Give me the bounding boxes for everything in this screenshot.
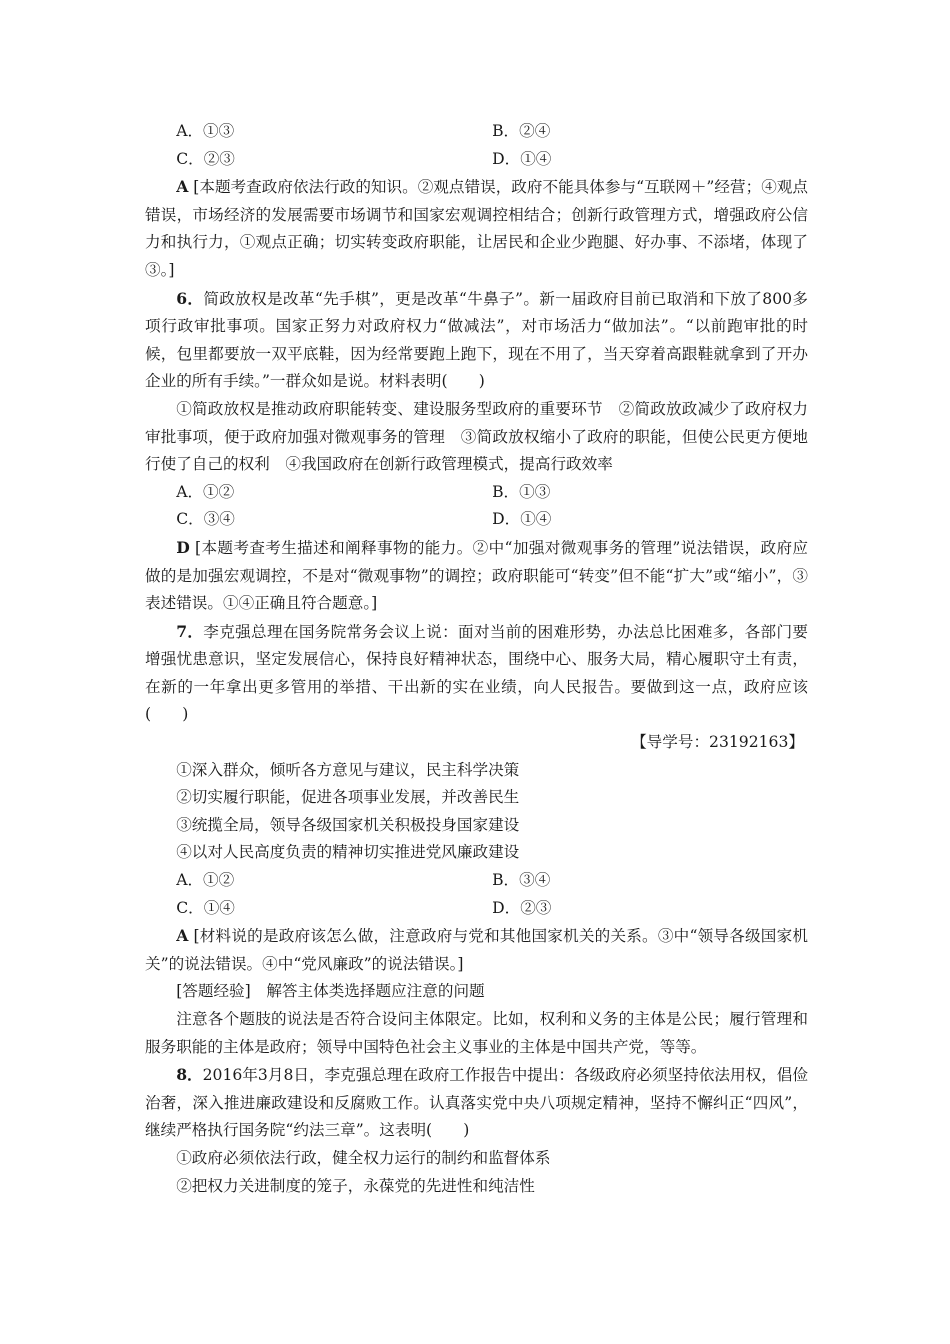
q7-guide-number: 【导学号：23192163】 (631, 733, 804, 752)
q5-answer (145, 173, 808, 284)
q6-answer-explanation: [本题考查考生描述和阐释事物的能力。②中“加强对微观事务的管理”说法错误，政府应做的是加强宏观调控，不是对“微观事物”的调控；政府职能可“转变”但不能“扩大”或“缩小”，③表述错误。①④正确且符合题意。] (145, 538, 808, 613)
q7-statement-4: ④以对人民高度负责的精神切实推进党风廉政建设 (176, 843, 520, 862)
q7-option-c: C．①④ (176, 898, 235, 917)
q6-number: 6． (176, 288, 204, 308)
q8-stem (145, 1061, 808, 1145)
q7-statement-1: ①深入群众，倾听各方意见与建议，民主科学决策 (176, 760, 520, 779)
q7-stem-text: 李克强总理在国务院常务会议上说：面对当前的困难形势，办法总比困难多，各部门要增强忧患意识，坚定发展信心，保持良好精神状态，围绕中心、服务大局，精心履职守土有责，在新的一年拿出更多管用的举措、干出新的实在业绩，向人民报告。要做到这一点，政府应该( ) (145, 622, 808, 724)
q7-statement-3: ③统揽全局，领导各级国家机关积极投身国家建设 (176, 815, 520, 834)
q5-option-c: C．②③ (176, 149, 235, 168)
q8-stem-text: 2016年3月8日，李克强总理在政府工作报告中提出：各级政府必须坚持依法用权，倡俭治奢，深入推进廉政建设和反腐败工作。认真落实党中央八项规定精神，坚持不懈纠正“四风”，继续严格执行国务院“约法三章”。这表明( ) (145, 1066, 808, 1140)
q6-options-row-1 (145, 479, 808, 507)
q6-stem (145, 285, 808, 396)
q7-option-b: B．③④ (492, 871, 551, 890)
q7-options-row-1 (145, 867, 808, 895)
q8-number: 8． (176, 1065, 203, 1085)
q8-statement-1: ①政府必须依法行政，健全权力运行的制约和监督体系 (176, 1148, 551, 1167)
q6-option-c: C．③④ (176, 510, 235, 529)
q7-answer-letter: A (176, 926, 189, 946)
q7-option-d: D．②③ (492, 898, 552, 917)
q6-option-a: A．①② (176, 482, 235, 501)
q7-answer-explanation: [材料说的是政府该怎么做，注意政府与党和其他国家机关的关系。③中“领导各级国家机关”的说法错误。④中“党风廉政”的说法错误。] (145, 927, 808, 973)
q7-options-row-2 (145, 895, 808, 923)
q8-statement-2: ②把权力关进制度的笼子，永葆党的先进性和纯洁性 (176, 1176, 535, 1195)
q6-answer (145, 534, 808, 618)
q5-answer-letter: A (176, 177, 189, 197)
q7-statement-2: ②切实履行职能，促进各项事业发展，并改善民生 (176, 788, 520, 807)
q5-option-a: A．①③ (176, 122, 235, 140)
q7-experience-text: 注意各个题肢的说法是否符合设问主体限定。比如，权利和义务的主体是公民；履行管理和服务职能的主体是政府；领导中国特色社会主义事业的主体是中国共产党，等等。 (145, 1010, 808, 1056)
q5-options-row-1 (145, 118, 808, 146)
q7-option-a: A．①② (176, 871, 235, 890)
q7-stem (145, 618, 808, 729)
q5-answer-explanation: [本题考查政府依法行政的知识。②观点错误，政府不能具体参与“互联网＋”经营；④观点错误，市场经济的发展需要市场调节和国家宏观调控相结合；创新行政管理方式，增强政府公信力和执行力，①观点正确；切实转变政府职能，让居民和企业少跑腿、好办事、不添堵，体现了③。] (145, 178, 808, 279)
document-page (145, 118, 808, 1200)
q6-statements: ①简政放权是推动政府职能转变、建设服务型政府的重要环节 ②简政放政减少了政府权力审批事项，便于政府加强对微观事务的管理 ③简政放权缩小了政府的职能，但使公民更方便地行使了自己的权利 ④我国政府在创新行政管理模式，提高行政效率 (145, 399, 808, 474)
q5-option-b: B．②④ (492, 122, 551, 140)
q6-option-b: B．①③ (492, 482, 551, 501)
q6-options-row-2 (145, 506, 808, 534)
q6-option-d: D．①④ (492, 510, 552, 529)
q5-options-row-2 (145, 146, 808, 174)
q5-option-d: D．①④ (492, 149, 552, 168)
q6-stem-text: 简政放权是改革“先手棋”，更是改革“牛鼻子”。新一届政府目前已取消和下放了800多项行政审批事项。国家正努力对政府权力“做减法”，对市场活力“做加法”。“以前跑审批的时候，包里都要放一双平底鞋，因为经常要跑上跑下，现在不用了，当天穿着高跟鞋就拿到了开办企业的所有手续。”一群众如是说。材料表明( ) (145, 289, 808, 391)
q7-number: 7． (176, 621, 204, 641)
q7-experience-title: [答题经验] 解答主体类选择题应注意的问题 (176, 982, 485, 1001)
q7-answer (145, 922, 808, 978)
q6-answer-letter: D (176, 537, 190, 557)
